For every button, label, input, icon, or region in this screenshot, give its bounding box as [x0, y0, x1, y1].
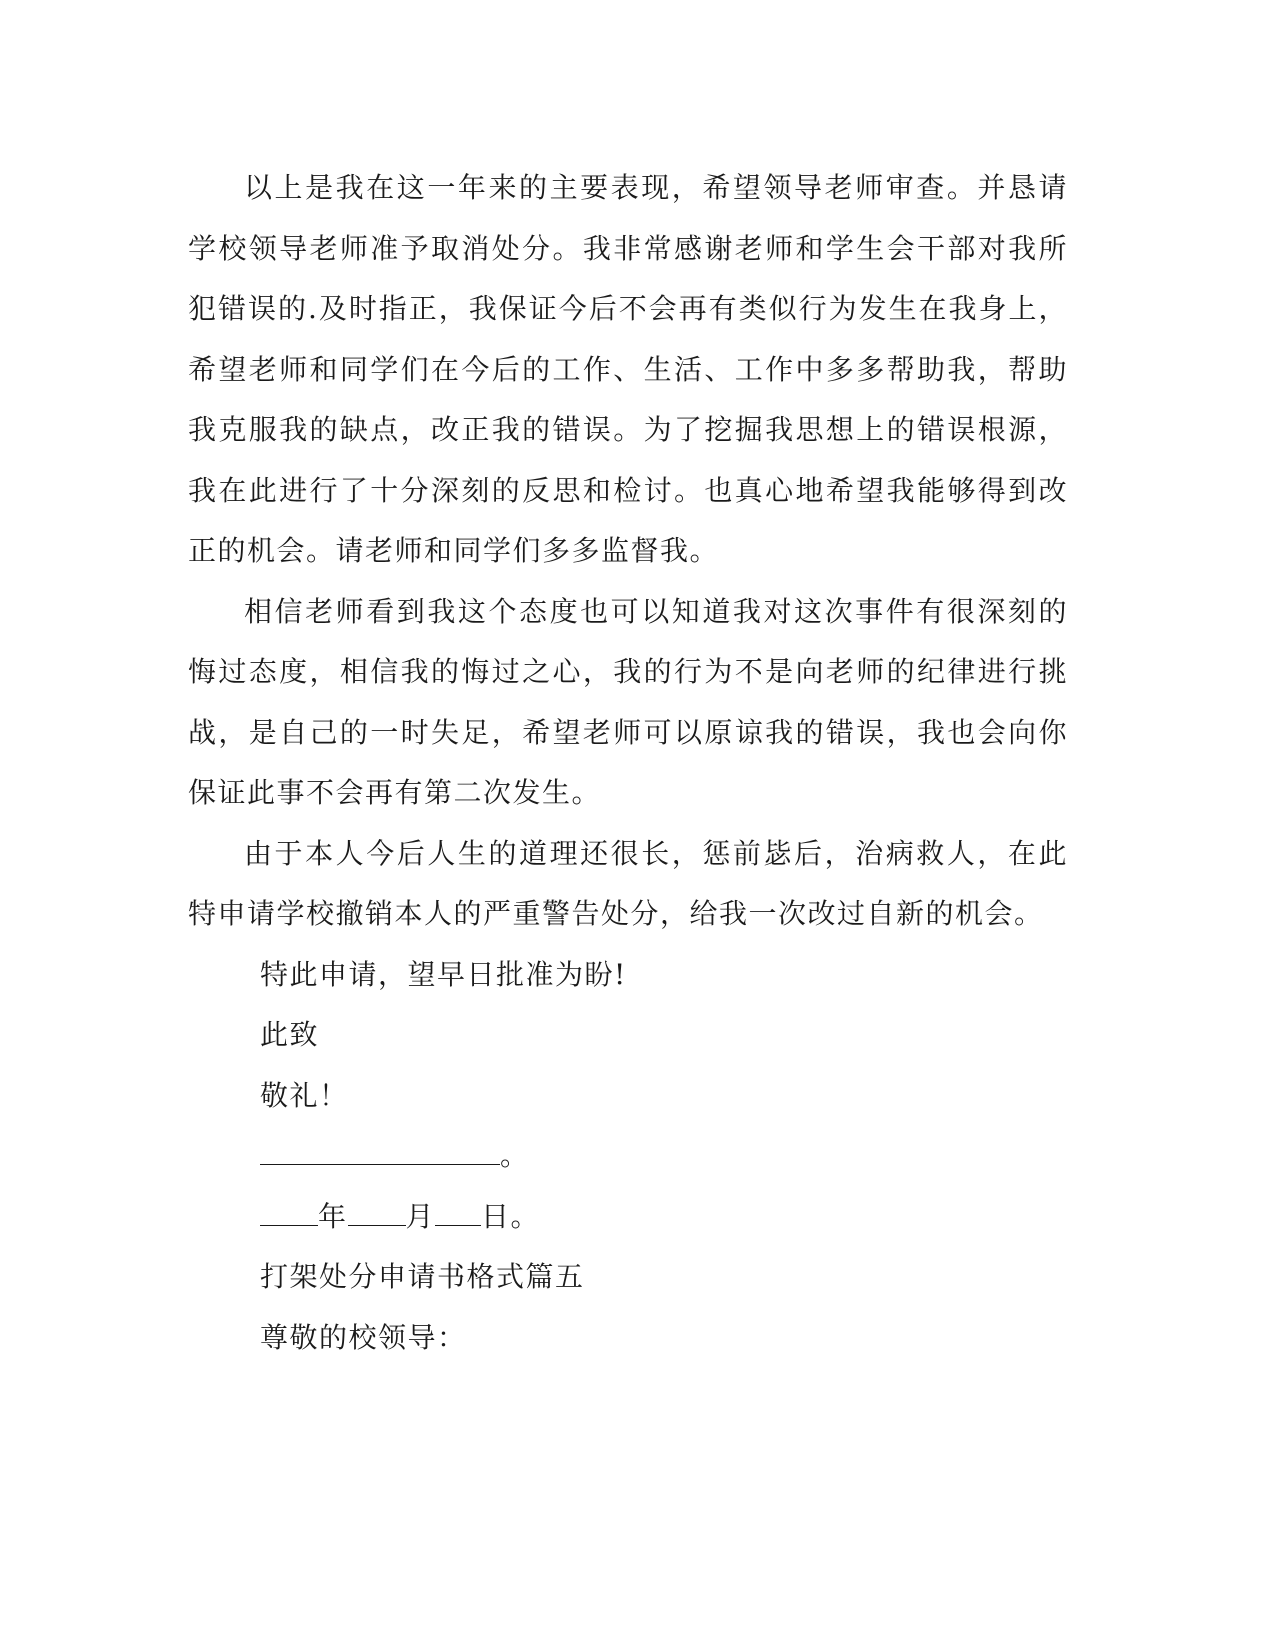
- salutation-jingli: 敬礼！: [260, 1078, 349, 1112]
- date-line: [188, 1187, 1068, 1248]
- paragraph-remorse: 相信老师看到我这个态度也可以知道我对这次事件有很深刻的悔过态度，相信我的悔过之心，我的行为不是向老师的纪律进行挑战，是自己的一时失足，希望老师可以原谅我的错误，我也会向你保证此事不会再有第二次发生。: [188, 594, 1068, 809]
- year-label: 年: [318, 1199, 348, 1233]
- next-greeting: 尊敬的校领导：: [260, 1320, 467, 1354]
- year-blank: [260, 1199, 318, 1226]
- signature-end-mark: 。: [500, 1139, 530, 1172]
- signature-blank: [260, 1138, 500, 1165]
- month-label: 月: [405, 1199, 436, 1233]
- closing-request: 特此申请，望早日批准为盼!: [260, 957, 627, 991]
- section-title: 打架处分申请书格式篇五: [260, 1260, 585, 1293]
- day-blank: [435, 1199, 481, 1226]
- paragraph-revocation-request: 由于本人今后人生的道理还很长，惩前毖后，治病救人，在此特申请学校撤销本人的严重警告处分，给我一次改过自新的机会。: [188, 836, 1068, 930]
- document-body: [188, 158, 1068, 1368]
- paragraph-performance-summary: 以上是我在这一年来的主要表现，希望领导老师审查。并恳请学校领导老师准予取消处分。我非常感谢老师和学生会干部对我所犯错误的.及时指正，我保证今后不会再有类似行为发生在我身上，希望老师和同学们在今后的工作、生活、工作中多多帮助我，帮助我克服我的缺点，改正我的错误。为了挖掘我思想上的错误根源，我在此进行了十分深刻的反思和检讨。也真心地希望我能够得到改正的机会。请老师和同学们多多监督我。: [188, 171, 1068, 567]
- month-blank: [348, 1199, 406, 1226]
- day-label: 日。: [481, 1199, 541, 1233]
- signature-line: [188, 1126, 1068, 1187]
- salutation-cizhi: 此致: [260, 1018, 320, 1051]
